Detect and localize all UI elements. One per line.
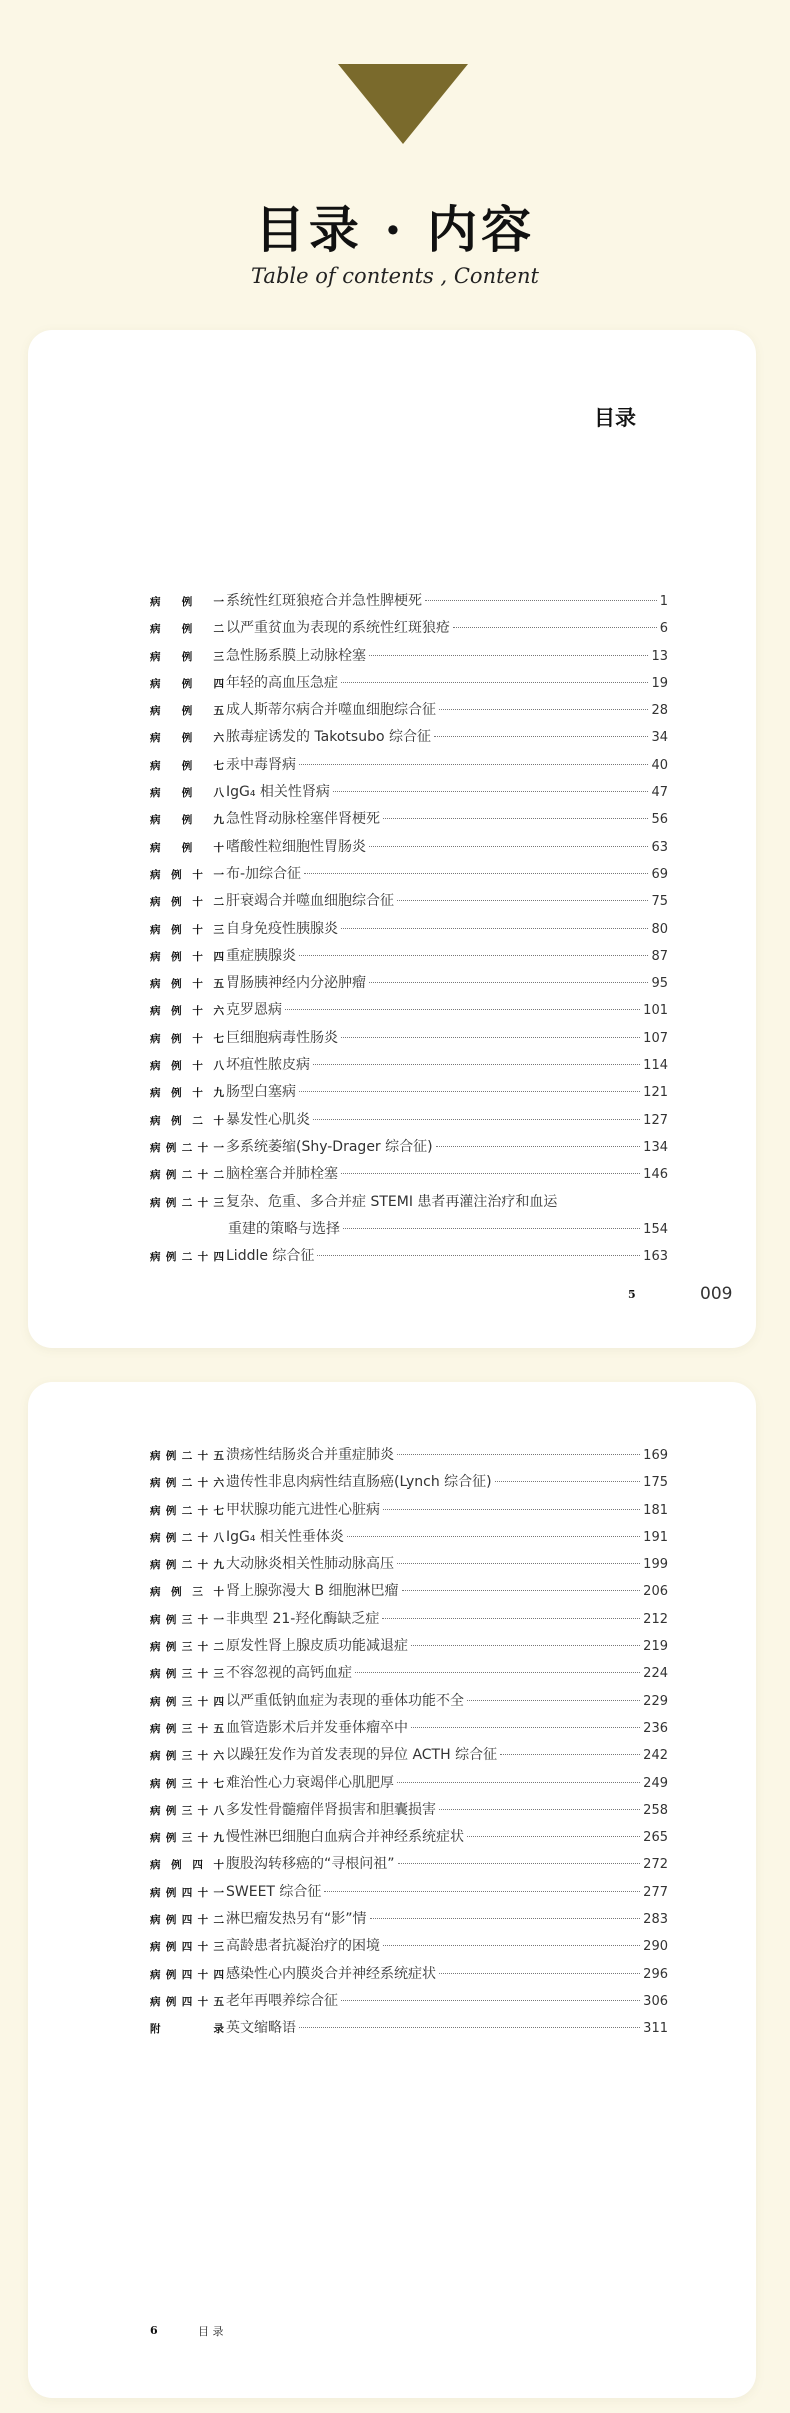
case-label: 病例二十八 — [150, 1531, 224, 1544]
case-title: SWEET 综合征 — [226, 1883, 322, 1900]
dot-leader — [304, 872, 648, 874]
page-ref: 101 — [643, 1003, 668, 1019]
dot-leader — [439, 708, 648, 710]
dot-leader — [439, 1972, 640, 1974]
case-label: 病 例 一 — [150, 596, 224, 608]
case-title: 难治性心力衰竭伴心肌肥厚 — [226, 1774, 394, 1791]
dot-leader — [467, 1699, 640, 1701]
case-label: 病例三十六 — [150, 1750, 224, 1763]
dot-leader — [341, 927, 648, 929]
case-label: 附 录 — [150, 2023, 224, 2036]
toc-entry — [150, 1107, 668, 1134]
toc-entry — [150, 588, 668, 615]
page-ref: 134 — [643, 1139, 668, 1155]
case-title: 肝衰竭合并噬血细胞综合征 — [226, 893, 394, 910]
case-title: IgG₄ 相关性垂体炎 — [226, 1528, 344, 1545]
page-title: 目录 · 内容 — [254, 200, 536, 259]
case-label: 病 例 四 — [150, 677, 224, 690]
case-title: 感染性心内膜炎合并神经系统症状 — [226, 1965, 436, 1982]
case-label: 病例二十 — [150, 1114, 224, 1127]
page-ref: 121 — [643, 1085, 668, 1101]
dot-leader — [425, 599, 657, 601]
case-title: 年轻的高血压急症 — [226, 674, 338, 691]
case-title: 腹股沟转移癌的“寻根问祖” — [226, 1856, 395, 1873]
page-ref: 13 — [651, 648, 668, 664]
case-label: 病 例 五 — [150, 705, 224, 718]
case-title: 非典型 21-羟化酶缺乏症 — [226, 1610, 380, 1627]
toc-entry — [150, 1578, 668, 1605]
case-label: 病例十四 — [150, 950, 224, 963]
dot-leader — [369, 845, 648, 847]
page-ref: 69 — [651, 866, 668, 882]
dot-leader — [411, 1726, 640, 1728]
toc-entry — [150, 1879, 668, 1906]
dot-leader — [436, 1145, 641, 1147]
toc-entry — [150, 1715, 668, 1742]
folio-number: 6 — [150, 2324, 158, 2337]
dot-leader — [500, 1753, 640, 1755]
toc-entry — [150, 1469, 668, 1496]
toc-entry — [150, 1961, 668, 1988]
page-ref: 163 — [643, 1249, 668, 1265]
case-title: 不容忽视的高钙血症 — [226, 1665, 352, 1682]
dot-leader — [355, 1671, 640, 1673]
case-title: 肠型白塞病 — [226, 1084, 296, 1101]
page-ref: 236 — [643, 1720, 668, 1736]
case-title: 遗传性非息肉病性结直肠癌(Lynch 综合征) — [226, 1474, 492, 1491]
case-title: 溃疡性结肠炎合并重症肺炎 — [226, 1447, 394, 1463]
dot-leader — [369, 981, 648, 983]
toc-entry — [150, 1933, 668, 1960]
dot-leader — [347, 1535, 640, 1537]
toc-entry — [150, 1551, 668, 1578]
case-title: 胃肠胰神经内分泌肿瘤 — [226, 975, 366, 992]
dot-leader — [383, 1508, 640, 1510]
page-ref: 80 — [651, 921, 668, 937]
page-ref: 87 — [651, 948, 668, 964]
page-ref: 206 — [643, 1584, 668, 1600]
case-title: 高龄患者抗凝治疗的困境 — [226, 1938, 380, 1955]
toc-entry — [150, 1442, 668, 1469]
toc-entry — [150, 2015, 668, 2042]
case-label: 病例三十二 — [150, 1641, 224, 1654]
toc-entry — [150, 861, 668, 888]
page-ref: 47 — [651, 785, 668, 801]
page-ref: 249 — [643, 1775, 668, 1791]
toc-entry — [150, 1052, 668, 1079]
case-title: 多发性骨髓瘤伴肾损害和胆囊损害 — [226, 1801, 436, 1818]
page-ref: 283 — [643, 1912, 668, 1928]
page-ref: 34 — [651, 730, 668, 746]
dot-leader — [370, 1917, 641, 1919]
case-label: 病例十六 — [150, 1005, 224, 1018]
case-title: 英文缩略语 — [226, 2020, 296, 2037]
case-label: 病例四十二 — [150, 1914, 224, 1927]
dot-leader — [324, 1890, 640, 1892]
dot-leader — [341, 681, 648, 683]
case-label: 病例二十三 — [150, 1196, 224, 1209]
case-title: 汞中毒肾病 — [226, 756, 296, 773]
case-label: 病 例 二 — [150, 623, 224, 636]
case-label: 病例十二 — [150, 896, 224, 909]
toc-entry — [150, 779, 668, 806]
case-label: 病例二十九 — [150, 1559, 224, 1572]
case-title-continued: 重建的策略与选择 — [228, 1220, 340, 1237]
toc-entry — [150, 1906, 668, 1933]
page-heading: 目录 — [594, 406, 636, 430]
contents-page-2 — [28, 1382, 756, 2398]
page-ref: 75 — [651, 894, 668, 910]
dot-leader — [341, 1172, 640, 1174]
case-title: 以躁狂发作为首发表现的异位 ACTH 综合征 — [226, 1747, 498, 1764]
page-ref: 219 — [643, 1639, 668, 1655]
case-title: 坏疽性脓皮病 — [226, 1057, 310, 1074]
toc-entry — [150, 916, 668, 943]
page-ref: 199 — [643, 1557, 668, 1573]
toc-entry — [150, 1824, 668, 1851]
case-title: 急性肠系膜上动脉栓塞 — [226, 647, 366, 664]
dot-leader — [397, 1562, 640, 1564]
case-label: 病例四十一 — [150, 1886, 224, 1899]
case-label: 病 例 三 — [150, 650, 224, 663]
case-label: 病例十七 — [150, 1032, 224, 1045]
folio-number: 5 — [628, 1288, 636, 1301]
dot-leader — [398, 1862, 641, 1864]
case-label: 病例十九 — [150, 1087, 224, 1100]
dot-leader — [397, 1781, 640, 1783]
page-ref: 28 — [651, 703, 668, 719]
toc-entry — [150, 888, 668, 915]
case-title: 复杂、危重、多合并症 STEMI 患者再灌注治疗和血运 — [226, 1193, 558, 1210]
toc-entry — [150, 1660, 668, 1687]
case-label: 病 例 十 — [150, 841, 224, 854]
dot-leader — [313, 1063, 640, 1065]
case-label: 病例二十四 — [150, 1251, 224, 1264]
dot-leader — [299, 954, 648, 956]
page-ref: 242 — [643, 1748, 668, 1764]
toc-entry — [150, 1189, 668, 1216]
toc-entry — [150, 806, 668, 833]
page-ref: 311 — [643, 2021, 668, 2037]
case-label: 病例三十八 — [150, 1804, 224, 1817]
case-title: 布-加综合征 — [226, 865, 302, 882]
dot-leader — [439, 1808, 640, 1810]
case-title: 多系统萎缩(Shy-Drager 综合征) — [226, 1138, 433, 1155]
dot-leader — [333, 790, 649, 792]
case-label: 病例三十四 — [150, 1695, 224, 1708]
contents-page-1 — [28, 330, 756, 1348]
case-label: 病 例 九 — [150, 814, 224, 827]
toc-entry — [150, 1134, 668, 1161]
case-label: 病例二十二 — [150, 1169, 224, 1182]
toc-entry — [150, 1243, 668, 1270]
page-ref: 1 — [659, 594, 668, 609]
folio-text: 目 录 — [198, 2325, 224, 2338]
case-title: Liddle 综合征 — [226, 1248, 315, 1265]
case-title: 脓毒症诱发的 Takotsubo 综合征 — [226, 729, 431, 746]
toc-list-page-2 — [150, 1442, 668, 2043]
case-title: 脑栓塞合并肺栓塞 — [226, 1166, 338, 1183]
case-label: 病例十一 — [150, 868, 224, 881]
case-label: 病例三十九 — [150, 1832, 224, 1845]
dot-leader — [434, 735, 648, 737]
toc-entry — [150, 1025, 668, 1052]
case-title: 重症胰腺炎 — [226, 947, 296, 964]
case-label: 病例四十三 — [150, 1941, 224, 1954]
dot-leader — [285, 1008, 640, 1010]
page-ref: 154 — [643, 1221, 668, 1237]
case-label: 病例二十七 — [150, 1504, 224, 1517]
case-label: 病例四十五 — [150, 1995, 224, 2008]
page-ref: 107 — [643, 1030, 668, 1046]
page-ref: 191 — [643, 1529, 668, 1545]
toc-entry — [150, 615, 668, 642]
case-label: 病 例 七 — [150, 759, 224, 772]
dot-leader — [313, 1118, 640, 1120]
page-ref: 114 — [643, 1058, 668, 1074]
page-ref: 181 — [643, 1502, 668, 1518]
case-label: 病例十八 — [150, 1060, 224, 1073]
toc-entry — [150, 1770, 668, 1797]
case-title: 甲状腺功能亢进性心脏病 — [226, 1501, 380, 1518]
page-ref: 6 — [659, 621, 668, 637]
page-ref: 95 — [651, 976, 668, 992]
toc-entry — [150, 834, 668, 861]
triangle-ornament-icon — [338, 64, 468, 144]
page-ref: 224 — [643, 1666, 668, 1682]
case-label: 病例十五 — [150, 978, 224, 991]
page-subtitle: Table of contents , Content — [251, 264, 539, 288]
page-ref: 272 — [643, 1857, 668, 1873]
case-label: 病例三十三 — [150, 1668, 224, 1681]
dot-leader — [299, 1090, 640, 1092]
case-label: 病例二十六 — [150, 1477, 224, 1490]
dot-leader — [397, 899, 648, 901]
toc-entry — [150, 1851, 668, 1878]
dot-leader — [369, 654, 648, 656]
dot-leader — [299, 763, 648, 765]
page-ref: 19 — [651, 675, 668, 691]
toc-entry — [150, 670, 668, 697]
toc-entry — [150, 1633, 668, 1660]
page-ref: 296 — [643, 1966, 668, 1982]
toc-entry — [150, 1161, 668, 1188]
case-title: 暴发性心肌炎 — [226, 1111, 310, 1128]
toc-entry — [150, 943, 668, 970]
case-label: 病例三十五 — [150, 1722, 224, 1735]
case-title: 慢性淋巴细胞白血病合并神经系统症状 — [226, 1829, 464, 1846]
dot-leader — [397, 1453, 640, 1455]
case-label: 病例二十一 — [150, 1141, 224, 1154]
dot-leader — [341, 1036, 640, 1038]
toc-entry — [150, 1797, 668, 1824]
dot-leader — [495, 1480, 641, 1482]
dot-leader — [317, 1254, 640, 1256]
toc-entry — [150, 970, 668, 997]
case-title: 克罗恩病 — [226, 1002, 282, 1019]
dot-leader — [467, 1835, 640, 1837]
case-title: 系统性红斑狼疮合并急性脾梗死 — [226, 593, 422, 609]
page-ref: 290 — [643, 1939, 668, 1955]
dot-leader — [382, 1617, 640, 1619]
case-label: 病例四十四 — [150, 1968, 224, 1981]
toc-entry-continuation — [150, 1216, 668, 1243]
case-title: 老年再喂养综合征 — [226, 1992, 338, 2009]
page-ref: 169 — [643, 1448, 668, 1463]
case-title: 成人斯蒂尔病合并噬血细胞综合征 — [226, 702, 436, 719]
page-ref: 63 — [651, 839, 668, 855]
dot-leader — [453, 626, 657, 628]
page-ref: 277 — [643, 1884, 668, 1900]
dot-leader — [343, 1227, 640, 1229]
toc-entry — [150, 1742, 668, 1769]
case-title: 嗜酸性粒细胞性胃肠炎 — [226, 838, 366, 855]
case-label: 病例三十七 — [150, 1777, 224, 1790]
toc-entry — [150, 1524, 668, 1551]
toc-entry — [150, 1688, 668, 1715]
page-ref: 229 — [643, 1693, 668, 1709]
case-title: 血管造影术后并发垂体瘤卒中 — [226, 1719, 408, 1736]
case-label: 病 例 八 — [150, 787, 224, 800]
toc-list-page-1 — [150, 588, 668, 1270]
dot-leader — [383, 817, 648, 819]
dot-leader — [411, 1644, 640, 1646]
toc-entry — [150, 643, 668, 670]
page-ref: 127 — [643, 1112, 668, 1128]
page-ref: 40 — [651, 757, 668, 773]
toc-entry — [150, 1079, 668, 1106]
page-ref: 212 — [643, 1611, 668, 1627]
page-ref: 56 — [651, 812, 668, 828]
page-ref: 265 — [643, 1830, 668, 1846]
dot-leader — [402, 1589, 641, 1591]
case-title: 淋巴瘤发热另有“影”情 — [226, 1911, 367, 1928]
page-ref: 175 — [643, 1475, 668, 1491]
dot-leader — [383, 1944, 640, 1946]
toc-entry — [150, 997, 668, 1024]
page-ref: 258 — [643, 1802, 668, 1818]
case-title: 自身免疫性胰腺炎 — [226, 920, 338, 937]
case-label: 病例四十 — [150, 1859, 224, 1872]
case-title: 以严重贫血为表现的系统性红斑狼疮 — [226, 620, 450, 637]
toc-entry — [150, 697, 668, 724]
case-title: 巨细胞病毒性肠炎 — [226, 1029, 338, 1046]
page-ref: 306 — [643, 1993, 668, 2009]
page-ref: 146 — [643, 1167, 668, 1183]
dot-leader — [341, 1999, 640, 2001]
dot-leader — [299, 2026, 640, 2028]
case-title: 急性肾动脉栓塞伴肾梗死 — [226, 811, 380, 828]
page-number: 009 — [700, 1284, 733, 1304]
toc-entry — [150, 1497, 668, 1524]
case-title: 原发性肾上腺皮质功能减退症 — [226, 1638, 408, 1655]
toc-entry — [150, 1606, 668, 1633]
case-title: 大动脉炎相关性肺动脉高压 — [226, 1556, 394, 1573]
case-label: 病例二十五 — [150, 1450, 224, 1462]
case-title: 肾上腺弥漫大 B 细胞淋巴瘤 — [226, 1583, 399, 1600]
toc-entry — [150, 752, 668, 779]
case-label: 病 例 六 — [150, 732, 224, 745]
toc-entry — [150, 724, 668, 751]
case-label: 病例三十 — [150, 1586, 224, 1599]
case-title: IgG₄ 相关性肾病 — [226, 784, 330, 801]
case-label: 病例十三 — [150, 923, 224, 936]
toc-entry — [150, 1988, 668, 2015]
case-title: 以严重低钠血症为表现的垂体功能不全 — [226, 1692, 464, 1709]
case-label: 病例三十一 — [150, 1613, 224, 1626]
